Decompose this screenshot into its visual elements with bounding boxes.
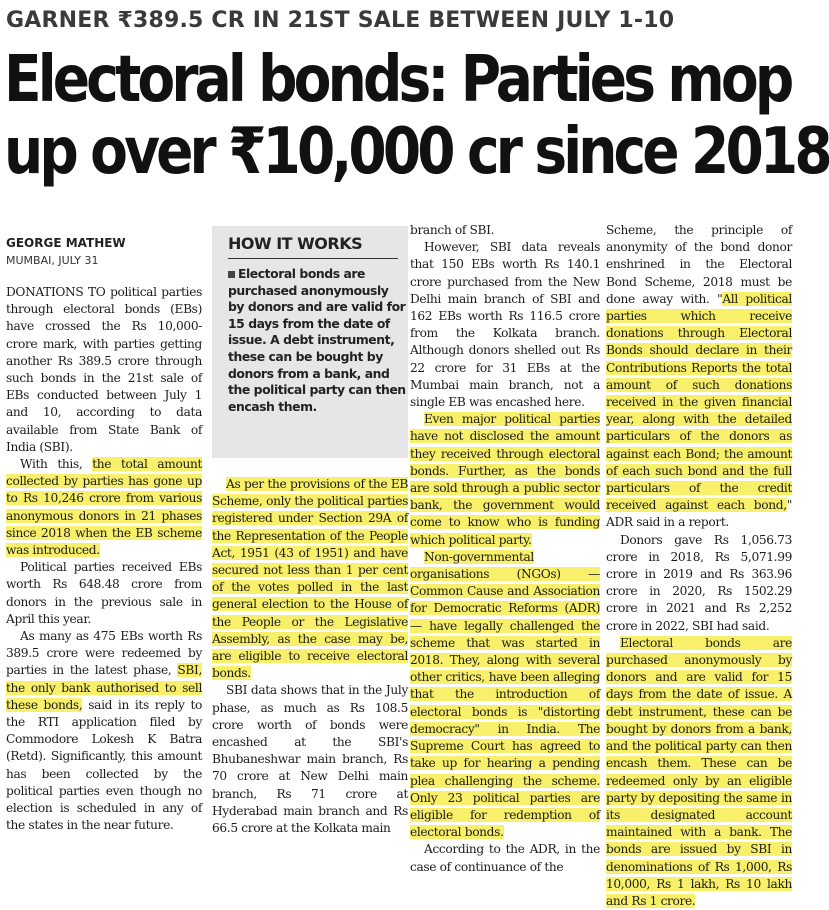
byline-dateline: MUMBAI, JULY 31 [6,254,99,267]
article-paragraph [410,549,600,841]
headline-line-1: Electoral bonds: Parties mop [4,43,791,117]
article-paragraph: As many as 475 EBs worth Rs 389.5 crore were redeemed by parties in the latest phase, SBI, the only bank authorised to sell these bonds, said in its reply to the RTI application filed by Commodore Lokesh K Batra (Retd). Significantly, this amount has been collected by the political parties even though no election is scheduled in any of the states in the near future. [6,629,202,833]
highlighted-text: SBI, the only bank authorised to sell these bonds, [6,663,202,712]
article-paragraph: According to the ADR, in the case of continuance of the [410,842,600,874]
article-paragraph [606,635,792,910]
byline-author: GEORGE MATHEW [6,236,126,250]
article-paragraph: Scheme, the principle of anonymity of the bond donor enshrined in the Electoral Bond Scheme, 2018 must be done away with. "All political parties which receive donations through Electoral Bonds should declare in their Contributions Reports the total amount of such donations received in the given financial year, along with the detailed particulars of the donors as against each Bond; the amount of each such bond and the full particulars of the credit received against each bond," ADR said in a report. [606,223,792,530]
article-column-4 [606,222,792,910]
box-title: HOW IT WORKS [228,234,363,253]
article-paragraph: With this, the total amount collected by parties has gone up to Rs 10,246 crore from various anonymous donors in 21 phases since 2018 when the EB scheme was introduced. [6,457,202,558]
article-paragraph: branch of SBI. [410,223,495,237]
article-column-2 [212,476,408,837]
article-paragraph: Political parties received EBs worth Rs 648.48 crore from donors in the previous sale in April this year. [6,560,202,626]
headline-line-2: up over ₹10,000 cr since 2018 [4,115,829,189]
highlighted-text: Electoral bonds are purchased anonymously by donors and are valid for 15 days from the date of issue. A debt instrument, these can be bought by donors from a bank, and the political party can then encash them. These can be redeemed only by an eligible party by depositing the same in its designated account maintained with a bank. The bonds are issued by SBI in denominations of Rs 1,000, Rs 10,000, Rs 1 lakh, Rs 10 lakh and Rs 1 crore. [606,635,792,908]
how-it-works-box [212,226,408,458]
highlighted-text: As per the provisions of the EB Scheme, only the political parties registered under Section 29A of the Representation of the People Act, 1951 (43 of 1951) and have secured not less than 1 per cent of the votes polled in the last general election to the House of the People or the Legislative Assembly, as the case may be, are eligible to receive electoral bonds. [212,477,408,681]
article-paragraph: However, SBI data reveals that 150 EBs worth Rs 140.1 crore purchased from the New Delhi main branch of SBI and 162 EBs worth Rs 116.5 crore from the Kolkata branch. Although donors shelled out Rs 22 crore for 31 EBs at the Mumbai main branch, not a single EB was encashed here. [410,240,600,410]
headline [4,43,829,189]
article-paragraph: Donors gave Rs 1,056.73 crore in 2018, Rs 5,071.99 crore in 2019 and Rs 363.96 crore in 2020, Rs 1502.29 crore in 2021 and Rs 2,252 crore in 2022, SBI had said. [606,532,792,633]
box-divider [228,258,398,259]
article-paragraph [212,476,408,682]
highlighted-text: the total amount collected by parties has gone up to Rs 10,246 crore from various anonymous donors in 21 phases since 2018 when the EB scheme was introduced. [6,457,202,558]
kicker: GARNER ₹389.5 CR IN 21ST SALE BETWEEN JULY 1-10 [6,8,675,33]
highlighted-text: Even major political parties have not disclosed the amount they received through electoral bonds. Further, as the bonds are sold through a public sector bank, the government would come to know who is funding which political party. [410,412,600,547]
article-column-3 [410,222,600,876]
article-paragraph: DONATIONS TO political parties through electoral bonds (EBs) have crossed the Rs 10,000-crore mark, with parties getting another Rs 389.5 crore through such bonds in the 21st sale of EBs conducted between July 1 and 10, according to data available from State Bank of India (SBI). [6,285,202,454]
highlighted-text: Non-governmental organisations (NGOs) — Common Cause and Association for Democratic Reforms (ADR) — have legally challenged the scheme that was started in 2018. They, along with several other critics, have been alleging that the introduction of electoral bonds is "distorting democracy" in India. The Supreme Court has agreed to take up for hearing a pending plea challenging the scheme. Only 23 political parties are eligible for redemption of electoral bonds. [410,549,600,840]
bullet-square-icon [228,271,235,278]
article-paragraph [410,411,600,549]
article-column-1 [6,284,202,835]
box-text: Electoral bonds are purchased anonymously by donors and are valid for 15 days from the date of issue. A debt instrument, these can be bought by donors from a bank, and the political party can then encash them. [228,266,406,414]
article-paragraph: SBI data shows that in the July phase, as much as Rs 108.5 crore worth of bonds were encashed at the SBI's Bhubaneshwar main branch, Rs 70 crore at New Delhi main branch, Rs 71 crore at Hyderabad main branch and Rs 66.5 crore at the Kolkata main [212,683,408,836]
highlighted-text: All political parties which receive donations through Electoral Bonds should declare in their Contributions Reports the total amount of such donations received in the given financial year, along with the detailed particulars of the donors as against each Bond; the amount of each such bond and the full particulars of the credit received against each bond, [606,291,792,513]
